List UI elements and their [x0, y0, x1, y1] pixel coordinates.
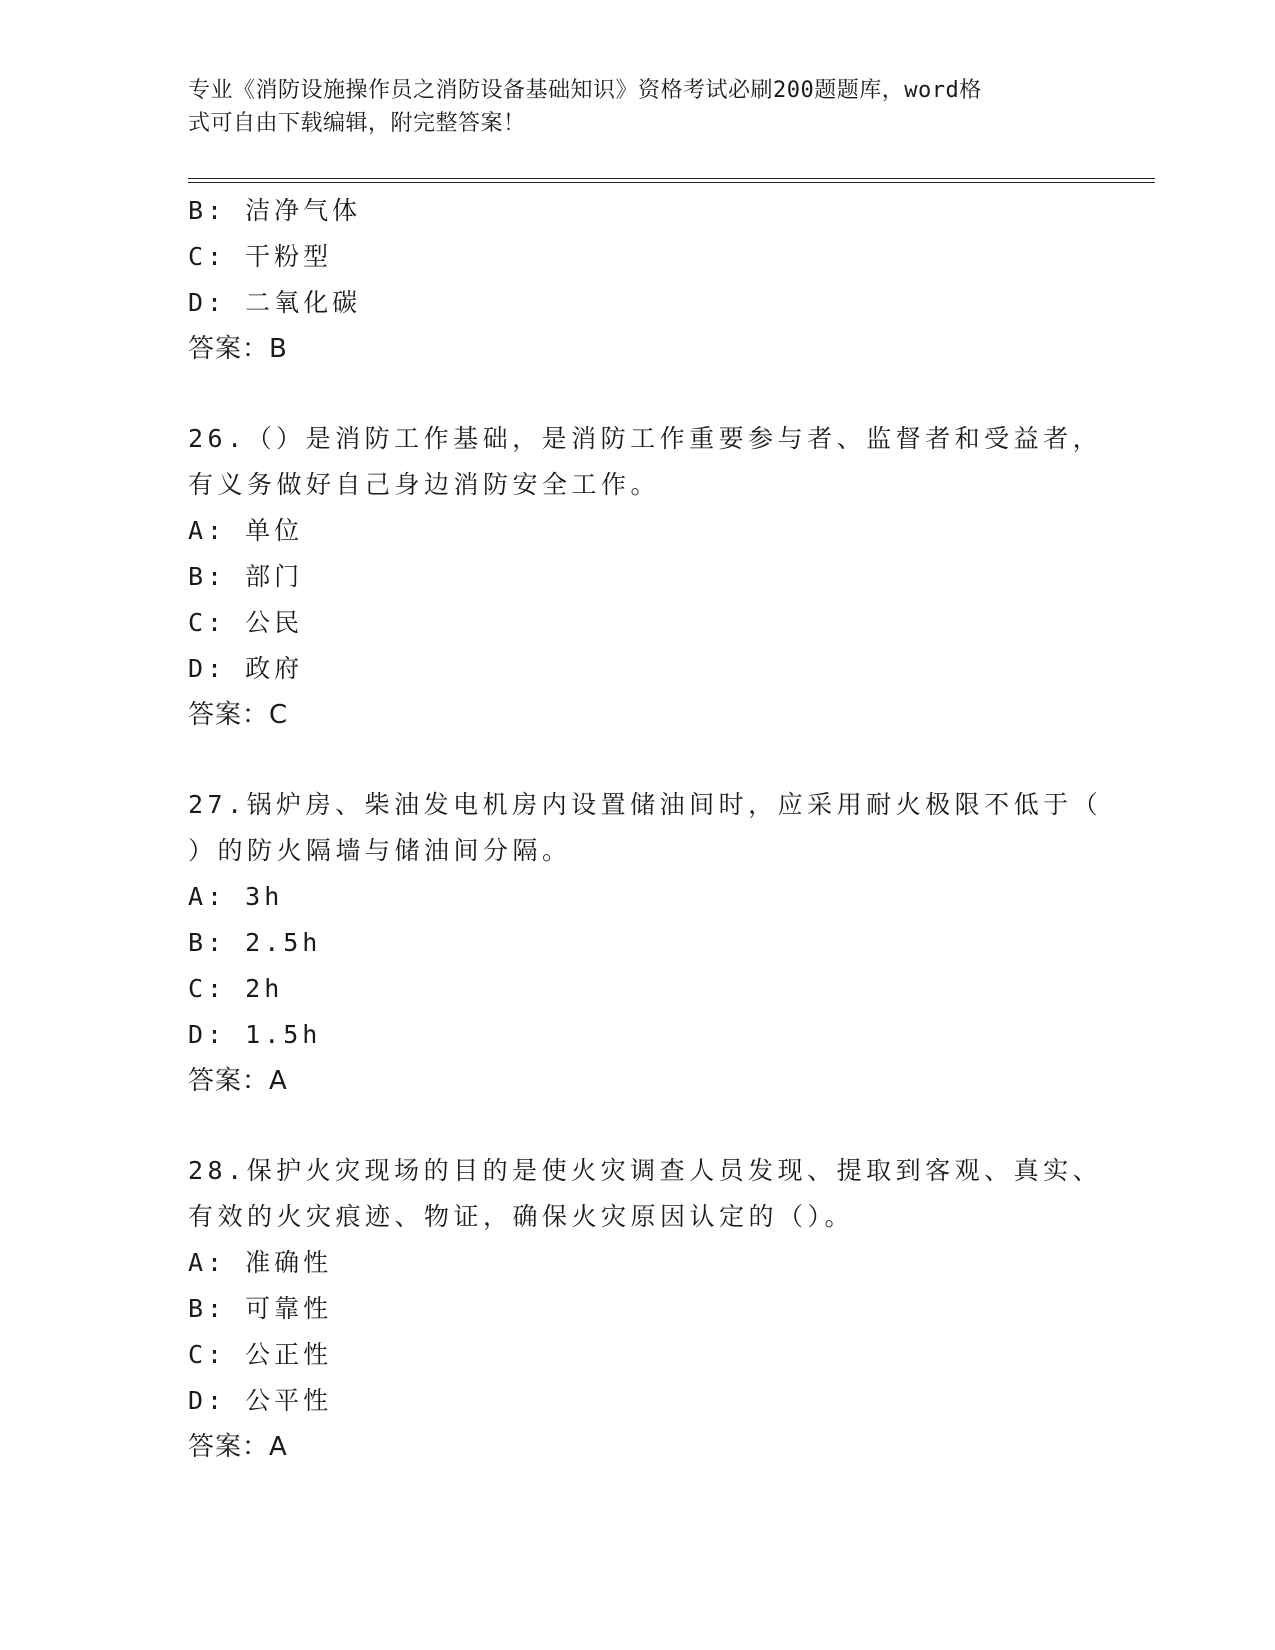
answer: 答案：B	[188, 334, 288, 364]
option-b: B: 部门	[188, 562, 304, 591]
option-c: C: 干粉型	[188, 242, 333, 271]
header-line-1: 专业《消防设施操作员之消防设备基础知识》资格考试必刷200题题库，word格	[188, 78, 982, 103]
option-b: B: 2.5h	[188, 928, 322, 957]
question-25-tail	[188, 188, 1088, 372]
option-a: A: 3h	[188, 882, 284, 911]
question-spacer	[188, 372, 1088, 416]
question-text-line-2: 有效的火灾痕迹、物证，确保火灾原因认定的（）。	[188, 1202, 855, 1231]
header-line-2: 式可自由下载编辑，附完整答案！	[188, 111, 526, 136]
answer: 答案：A	[188, 1066, 288, 1096]
option-b: B: 洁净气体	[188, 196, 362, 225]
option-b: B: 可靠性	[188, 1294, 333, 1323]
option-c: C: 公正性	[188, 1340, 333, 1369]
question-26	[188, 416, 1103, 738]
option-d: D: 二氧化碳	[188, 288, 362, 317]
question-27	[188, 782, 1103, 1104]
question-text-line-1: 27.锅炉房、柴油发电机房内设置储油间时，应采用耐火极限不低于（	[188, 790, 1103, 819]
question-text-line-1: 26.（）是消防工作基础，是消防工作重要参与者、监督者和受益者，	[188, 424, 1103, 453]
question-text-line-2: ）的防火隔墙与储油间分隔。	[188, 836, 572, 865]
header-divider-bottom	[188, 182, 1155, 183]
question-text-line-1: 28.保护火灾现场的目的是使火灾调查人员发现、提取到客观、真实、	[188, 1156, 1103, 1185]
option-d: D: 公平性	[188, 1386, 333, 1415]
question-spacer	[188, 738, 1088, 782]
question-spacer	[188, 1104, 1088, 1148]
answer: 答案：A	[188, 1432, 288, 1462]
answer: 答案：C	[188, 700, 289, 730]
option-d: D: 1.5h	[188, 1020, 322, 1049]
question-28	[188, 1148, 1103, 1470]
document-header	[188, 74, 1068, 140]
option-d: D: 政府	[188, 654, 304, 683]
header-divider-top	[188, 178, 1155, 179]
option-c: C: 2h	[188, 974, 284, 1003]
question-list	[188, 188, 1103, 1470]
option-a: A: 单位	[188, 516, 304, 545]
option-a: A: 准确性	[188, 1248, 333, 1277]
option-c: C: 公民	[188, 608, 304, 637]
question-text-line-2: 有义务做好自己身边消防安全工作。	[188, 470, 661, 499]
